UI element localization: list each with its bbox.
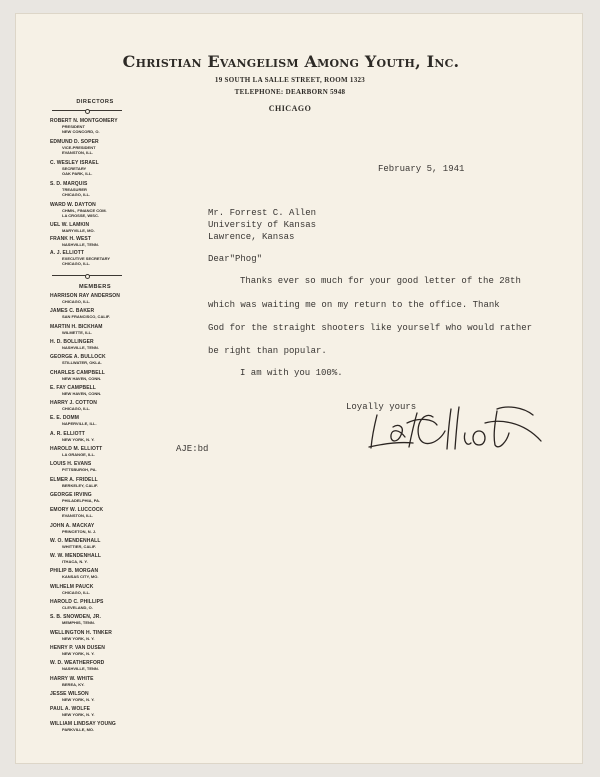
person-detail: STILLWATER, OKLA. <box>62 360 102 366</box>
person-detail: BERKELEY, CALIF. <box>62 482 99 488</box>
member-entry <box>50 645 150 656</box>
director-entry <box>50 160 150 177</box>
person-name: GEORGE A. BULLOCK <box>50 354 106 361</box>
person-name: PAUL A. WOLFE <box>50 706 91 713</box>
body-line-1: Thanks ever so much for your good letter of the 28th <box>240 276 521 286</box>
director-entry <box>50 202 150 219</box>
member-entry <box>50 630 150 641</box>
member-entry <box>50 492 150 503</box>
person-name: HARRY J. COTTON <box>50 400 97 407</box>
person-detail: EVANSTON, ILL. <box>62 150 94 156</box>
person-name: ELMER A. FRIDELL <box>50 476 98 483</box>
person-name: HENRY P. VAN DUSEN <box>50 644 105 651</box>
person-detail: NEW YORK, N. Y. <box>62 635 95 641</box>
member-entry <box>50 691 150 702</box>
member-entry <box>50 308 150 319</box>
body-line-4: be right than popular. <box>208 346 327 356</box>
person-name: W. D. WEATHERFORD <box>50 660 105 667</box>
director-entry <box>50 250 150 267</box>
person-detail: LA CROSSE, WISC. <box>62 213 99 219</box>
member-entry <box>50 706 150 717</box>
person-detail: CHICAGO, ILL. <box>62 299 91 304</box>
member-entry <box>50 538 150 549</box>
director-entry <box>50 181 150 198</box>
member-entry <box>50 461 150 472</box>
person-name: JESSE WILSON <box>50 690 89 697</box>
recipient-institution: University of Kansas <box>208 220 317 230</box>
person-detail: MARYVILLE, MO. <box>62 228 95 233</box>
recipient-name: Mr. Forrest C. Allen <box>208 208 317 218</box>
member-entry <box>50 599 150 610</box>
member-entry <box>50 339 150 350</box>
person-detail: NAPERVILLE, ILL. <box>62 421 97 427</box>
recipient-city: Lawrence, Kansas <box>208 232 295 242</box>
person-name: UEL W. LAMKIN <box>50 222 90 228</box>
person-detail: NEW YORK, N. Y. <box>62 712 95 718</box>
person-name: S. D. MARQUIS <box>50 181 88 187</box>
person-detail: CHMN., FINANCE COM. <box>62 208 107 213</box>
person-name: HAROLD C. PHILLIPS <box>50 599 104 605</box>
person-name: FRANK H. WEST <box>50 236 92 242</box>
member-entry <box>50 446 150 457</box>
member-entry <box>50 400 150 411</box>
person-name: MARTIN H. BICKHAM <box>50 323 103 330</box>
person-detail: EXECUTIVE SECRETARY <box>62 256 111 261</box>
person-detail: LA GRANGE, ILL. <box>62 452 96 457</box>
person-name: E. FAY CAMPBELL <box>50 384 96 391</box>
person-name: LOUIS H. EVANS <box>50 461 92 468</box>
person-name: CHARLES CAMPBELL <box>50 369 105 376</box>
person-detail: EVANSTON, ILL. <box>62 513 94 519</box>
person-name: EMORY W. LUCCOCK <box>50 507 104 514</box>
member-entry <box>50 584 150 595</box>
person-name: EDMUND D. SOPER <box>50 139 99 145</box>
person-name: WILHELM PAUCK <box>50 583 94 590</box>
person-name: A. J. ELLIOTT <box>50 250 85 256</box>
salutation: Dear"Phog" <box>208 254 263 264</box>
person-name: W. W. MENDENHALL <box>50 553 102 560</box>
person-detail: CHICAGO, ILL. <box>62 406 91 412</box>
person-detail: WHITTIER, CALIF. <box>62 543 96 549</box>
member-entry <box>50 614 150 625</box>
person-detail: NASHVILLE, TENN. <box>62 344 99 350</box>
letterhead-city: CHICAGO <box>268 104 312 113</box>
body-line-3: God for the straight shooters like yourself who would rather <box>208 323 533 333</box>
person-detail: CLEVELAND, O. <box>62 605 93 610</box>
director-entry <box>50 139 150 156</box>
person-name: GEORGE IRVING <box>50 491 92 498</box>
member-entry <box>50 354 150 365</box>
letterhead-address: 19 SOUTH LA SALLE STREET, ROOM 1323 <box>214 76 366 84</box>
person-name: JAMES C. BAKER <box>50 308 95 315</box>
person-detail: NEW YORK, N. Y. <box>62 696 95 702</box>
person-detail: SECRETARY <box>62 166 87 171</box>
person-name: ROBERT N. MONTGOMERY <box>50 118 118 124</box>
person-detail: WILMETTE, ILL. <box>62 329 93 335</box>
person-detail: VICE-PRESIDENT <box>62 145 96 150</box>
person-name: WILLIAM LINDSAY YOUNG <box>50 721 116 728</box>
person-name: S. B. SNOWDEN, JR. <box>50 614 101 621</box>
person-name: WARD W. DAYTON <box>50 202 96 208</box>
director-entry <box>50 118 150 135</box>
member-entry <box>50 553 150 564</box>
person-name: HARRY W. WHITE <box>50 675 94 682</box>
person-detail: NEW HAVEN, CONN. <box>62 375 102 381</box>
person-name: HAROLD M. ELLIOTT <box>50 446 103 452</box>
person-name: A. R. ELLIOTT <box>50 430 85 437</box>
member-entry <box>50 370 150 381</box>
member-entry <box>50 660 150 671</box>
person-detail: BEREA, KY. <box>62 681 85 687</box>
person-detail: OAK PARK, ILL. <box>62 171 93 177</box>
person-detail: NASHVILLE, TENN. <box>62 666 99 672</box>
member-entry <box>50 385 150 396</box>
person-name: C. WESLEY ISRAEL <box>50 160 99 166</box>
person-detail: NEW YORK, N. Y. <box>62 650 95 656</box>
closing-line: I am with you 100%. <box>240 368 343 378</box>
member-entry <box>50 477 150 488</box>
member-entry <box>50 507 150 518</box>
person-detail: NEW HAVEN, CONN. <box>62 390 102 396</box>
person-detail: CHICAGO, ILL. <box>62 192 91 198</box>
person-detail: KANSAS CITY, MO. <box>62 574 99 580</box>
letterhead-telephone: TELEPHONE: DEARBORN 5948 <box>234 88 346 96</box>
person-detail: CHICAGO, ILL. <box>62 261 91 267</box>
member-entry <box>50 721 150 732</box>
letter-date: February 5, 1941 <box>378 164 465 174</box>
person-detail: TREASURER <box>62 187 87 192</box>
member-entry <box>50 523 150 534</box>
body-line-2: which was waiting me on my return to the office. Thank <box>208 300 500 310</box>
person-detail: PITTSBURGH, PA. <box>62 467 97 473</box>
person-detail: NEW YORK, N. Y. <box>62 436 95 442</box>
person-name: E. E. DOMM <box>50 415 80 422</box>
member-entry <box>50 415 150 426</box>
member-entry <box>50 568 150 579</box>
directors-heading: DIRECTORS <box>76 99 114 105</box>
members-divider <box>52 275 122 276</box>
person-name: JOHN A. MACKAY <box>50 522 95 529</box>
person-detail: CHICAGO, ILL. <box>62 589 91 595</box>
member-entry <box>50 293 150 304</box>
person-name: W. O. MENDENHALL <box>50 537 101 544</box>
person-detail: PRESIDENT <box>62 124 85 129</box>
person-name: H. D. BOLLINGER <box>50 338 94 345</box>
person-detail: PRINCETON, N. J. <box>62 528 97 534</box>
person-detail: ITHACA, N. Y. <box>62 559 88 565</box>
director-entry <box>50 222 150 233</box>
directors-divider <box>52 110 122 111</box>
person-name: WELLINGTON H. TINKER <box>50 629 112 636</box>
complimentary-close: Loyally yours <box>346 402 417 412</box>
member-entry <box>50 431 150 442</box>
member-entry <box>50 676 150 687</box>
person-name: PHILIP B. MORGAN <box>50 568 99 575</box>
person-detail: PHILADELPHIA, PA. <box>62 497 101 503</box>
person-detail: PARKVILLE, MO. <box>62 727 95 733</box>
person-detail: SAN FRANCISCO, CALIF. <box>62 314 110 320</box>
person-detail: NASHVILLE, TENN. <box>62 242 99 247</box>
members-heading: MEMBERS <box>78 284 112 290</box>
person-name: HARRISON RAY ANDERSON <box>50 293 120 299</box>
organization-name: Christian Evangelism Among Youth, Inc. <box>122 52 460 71</box>
person-detail: MEMPHIS, TENN. <box>62 620 95 626</box>
member-entry <box>50 324 150 335</box>
handwritten-signature <box>347 393 547 463</box>
director-entry <box>50 236 150 247</box>
person-detail: NEW CONCORD, O. <box>62 129 100 135</box>
typist-initials: AJE:bd <box>176 444 209 454</box>
